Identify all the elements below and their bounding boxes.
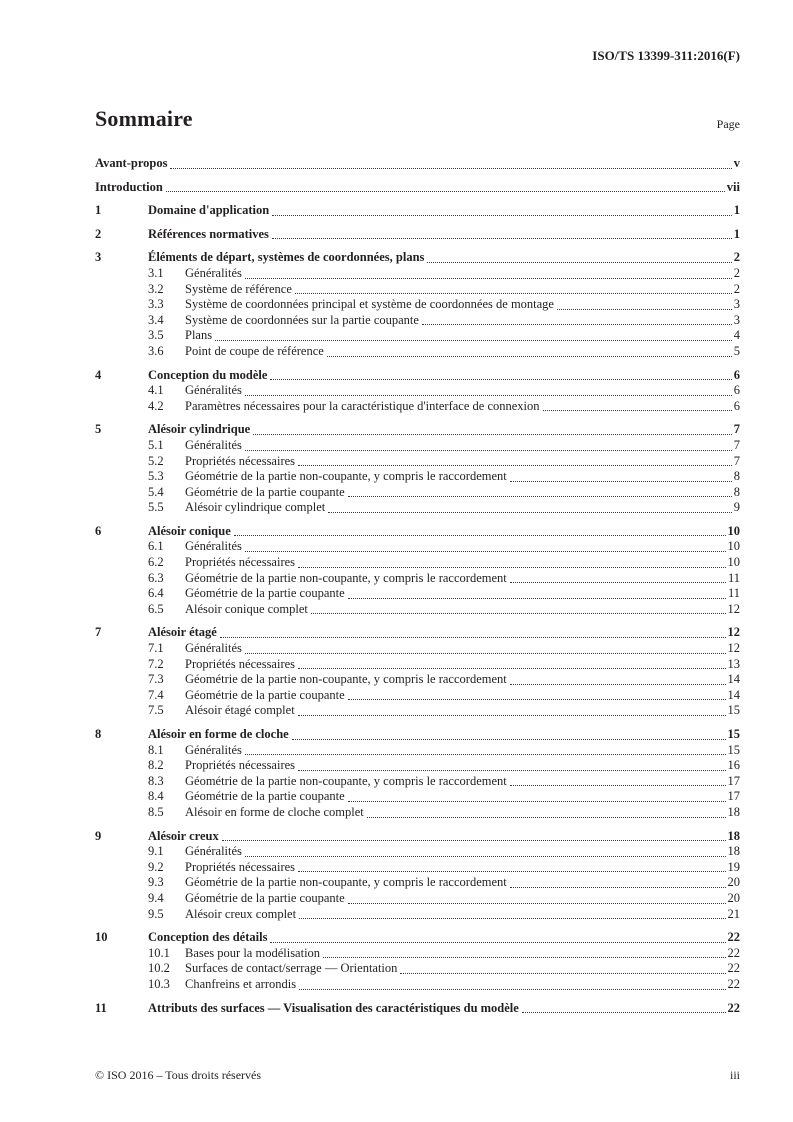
- toc-entry-page: 22: [727, 945, 740, 960]
- dot-leader: [298, 465, 732, 466]
- toc-entry: [95, 727, 740, 743]
- toc-entry-number: 6.2: [148, 555, 164, 570]
- dot-leader: [510, 887, 726, 888]
- dot-leader: [327, 356, 732, 357]
- dot-leader: [298, 567, 725, 568]
- toc-entry: [95, 282, 740, 298]
- dot-leader: [298, 770, 725, 771]
- dot-leader: [298, 668, 725, 669]
- toc-entry: [95, 789, 740, 805]
- toc-entry-page: 3: [733, 312, 740, 327]
- toc-entry-label: Géométrie de la partie coupante: [185, 687, 345, 702]
- toc-entry-label: Propriétés nécessaires: [185, 859, 296, 874]
- dot-leader: [299, 918, 725, 919]
- dot-leader: [292, 739, 726, 740]
- dot-leader: [272, 238, 732, 239]
- toc-entry-label: Surfaces de contact/serrage — Orientation: [185, 961, 398, 976]
- toc-entry-number: 10.2: [148, 961, 170, 976]
- toc-entry-label: Système de coordonnées principal et système de coordonnées de montage: [185, 297, 554, 312]
- dot-leader: [510, 582, 726, 583]
- toc-entry-number: 9.4: [148, 890, 164, 905]
- toc-entry: [95, 571, 740, 587]
- toc-entry-label: Géométrie de la partie non-coupante, y compris le raccordement: [185, 469, 507, 484]
- toc-title: Sommaire: [95, 106, 193, 131]
- dot-leader: [245, 450, 732, 451]
- page-column-label: Page: [716, 117, 740, 131]
- toc-entry-page: 20: [727, 890, 740, 905]
- toc-entry-number: 6.3: [148, 570, 164, 585]
- toc-entry-page: 2: [733, 281, 740, 296]
- toc-entry-page: 11: [727, 570, 740, 585]
- toc-entry-number: 5.1: [148, 437, 164, 452]
- toc-entry: [95, 454, 740, 470]
- toc-entry: [95, 313, 740, 329]
- toc-entry-number: 5.5: [148, 500, 164, 515]
- toc-entry-number: 7.5: [148, 703, 164, 718]
- toc-entry-label: Géométrie de la partie coupante: [185, 586, 345, 601]
- toc-entry: [95, 743, 740, 759]
- toc-entry-label: Généralités: [185, 265, 242, 280]
- toc-entry: [95, 586, 740, 602]
- toc-entry: [95, 524, 740, 540]
- toc-entry-label: Plans: [185, 328, 213, 343]
- dot-leader: [299, 989, 725, 990]
- toc-entry-label: Introduction: [95, 179, 163, 194]
- toc-entry: [95, 829, 740, 845]
- toc-entry-number: 6.1: [148, 539, 164, 554]
- toc-entry: [95, 946, 740, 962]
- toc-entry-page: 21: [727, 906, 740, 921]
- toc-entry-page: 18: [727, 828, 740, 843]
- toc-entry-page: vii: [726, 179, 740, 194]
- toc-entry-page: 3: [733, 297, 740, 312]
- toc-entry-number: 10: [95, 930, 108, 945]
- toc-entry-number: 10.1: [148, 945, 170, 960]
- dot-leader: [323, 957, 725, 958]
- toc-entry: [95, 399, 740, 415]
- toc-entry-page: 10: [727, 523, 740, 538]
- toc-entry: [95, 703, 740, 719]
- toc-entry-page: 8: [733, 469, 740, 484]
- toc-entry-label: Généralités: [185, 742, 242, 757]
- toc-entry: [95, 891, 740, 907]
- toc-entry: [95, 774, 740, 790]
- toc-sections: [95, 203, 740, 1016]
- dot-leader: [510, 684, 726, 685]
- toc-entry-page: 22: [727, 976, 740, 991]
- dot-leader: [245, 754, 726, 755]
- toc-entry-number: 11: [95, 1000, 107, 1015]
- toc-entry-number: 7.1: [148, 641, 164, 656]
- toc-entry-number: 6.5: [148, 601, 164, 616]
- toc-entry-page: 7: [733, 453, 740, 468]
- toc-entry-number: 8.3: [148, 773, 164, 788]
- toc-entry-label: Généralités: [185, 844, 242, 859]
- dot-leader: [328, 512, 732, 513]
- toc-entry-page: 11: [727, 586, 740, 601]
- dot-leader: [400, 973, 725, 974]
- toc-entry-page: 7: [733, 422, 740, 437]
- toc-entry: [95, 758, 740, 774]
- toc-entry: [95, 469, 740, 485]
- toc-entry-number: 5.4: [148, 484, 164, 499]
- toc-entry: [95, 500, 740, 516]
- toc-entry: [95, 625, 740, 641]
- toc-entry-page: 6: [733, 383, 740, 398]
- toc-entry-number: 8: [95, 727, 102, 741]
- toc-entry: [95, 328, 740, 344]
- toc-entry-page: 10: [727, 539, 740, 554]
- toc-entry-page: 18: [727, 804, 740, 819]
- toc-entry-label: Alésoir conique: [148, 523, 231, 538]
- document-reference: ISO/TS 13399-311:2016(F): [592, 48, 740, 63]
- toc-entry-page: v: [733, 156, 740, 170]
- toc-entry: [95, 344, 740, 360]
- toc-entry-page: 6: [733, 367, 740, 382]
- toc-entry-page: 19: [727, 859, 740, 874]
- toc-entry: [95, 156, 740, 172]
- dot-leader: [348, 801, 726, 802]
- toc-entry-label: Propriétés nécessaires: [185, 555, 296, 570]
- toc-entry-label: Système de coordonnées sur la partie coupante: [185, 312, 419, 327]
- dot-leader: [245, 278, 732, 279]
- toc-entry-page: 20: [727, 875, 740, 890]
- toc-entry: [95, 977, 740, 993]
- toc-entry-label: Conception des détails: [148, 930, 268, 945]
- dot-leader: [557, 309, 732, 310]
- toc-entry-page: 16: [727, 758, 740, 773]
- toc-entry: [95, 555, 740, 571]
- toc-entry-number: 8.1: [148, 742, 164, 757]
- dot-leader: [253, 434, 732, 435]
- page-number: iii: [729, 1068, 740, 1082]
- toc-entry-page: 22: [727, 1000, 740, 1015]
- toc-entry: [95, 657, 740, 673]
- dot-leader: [170, 168, 731, 169]
- toc-entry-label: Géométrie de la partie non-coupante, y compris le raccordement: [185, 570, 507, 585]
- toc-entry-page: 13: [727, 656, 740, 671]
- toc-entry-label: Géométrie de la partie coupante: [185, 484, 345, 499]
- toc-entry-label: Alésoir creux: [148, 828, 219, 843]
- toc-entry-label: Propriétés nécessaires: [185, 656, 296, 671]
- toc-entry-page: 14: [727, 672, 740, 687]
- toc-entry-label: Géométrie de la partie non-coupante, y compris le raccordement: [185, 773, 507, 788]
- toc-entry: [95, 203, 740, 219]
- toc-entry-page: 1: [733, 203, 740, 218]
- toc-entry-label: Références normatives: [148, 226, 269, 241]
- toc-entry: [95, 368, 740, 384]
- toc-entry-number: 7.3: [148, 672, 164, 687]
- toc-entry-page: 15: [727, 703, 740, 718]
- toc-entry: [95, 180, 740, 196]
- dot-leader: [543, 410, 732, 411]
- toc-entry-label: Conception du modèle: [148, 367, 268, 382]
- toc-entry-number: 1: [95, 203, 102, 218]
- toc-entry-number: 6.4: [148, 586, 164, 601]
- toc-entry-label: Propriétés nécessaires: [185, 453, 296, 468]
- toc-entry-number: 2: [95, 226, 102, 241]
- toc-entry-page: 15: [727, 727, 740, 741]
- toc-entry-label: Domaine d'application: [148, 203, 270, 218]
- toc-entry-label: Alésoir étagé complet: [185, 703, 295, 718]
- toc-entry: [95, 844, 740, 860]
- dot-leader: [510, 481, 732, 482]
- toc-entry-number: 6: [95, 523, 102, 538]
- toc-entry-number: 7.4: [148, 687, 164, 702]
- toc-header: [95, 106, 740, 132]
- toc-entry-page: 12: [727, 641, 740, 656]
- dot-leader: [348, 598, 726, 599]
- toc-entry-number: 3.3: [148, 297, 164, 312]
- toc-entry-label: Géométrie de la partie coupante: [185, 789, 345, 804]
- toc-entry: [95, 672, 740, 688]
- toc-entry-label: Système de référence: [185, 281, 292, 296]
- toc-entry-label: Alésoir creux complet: [185, 906, 297, 921]
- toc-entry-page: 22: [727, 930, 740, 945]
- toc-entry: [95, 297, 740, 313]
- dot-leader: [298, 871, 725, 872]
- toc-entry: [95, 539, 740, 555]
- toc-entry-number: 3.6: [148, 343, 164, 358]
- dot-leader: [427, 262, 731, 263]
- toc-entry-number: 3.5: [148, 328, 164, 343]
- toc-entry: [95, 438, 740, 454]
- toc-entry-page: 10: [727, 555, 740, 570]
- page-footer: [95, 1068, 740, 1083]
- dot-leader: [272, 215, 732, 216]
- toc-entry-number: 8.5: [148, 804, 164, 819]
- toc-entry-number: 5.3: [148, 469, 164, 484]
- toc-entry: [95, 875, 740, 891]
- toc-entry-label: Propriétés nécessaires: [185, 758, 296, 773]
- dot-leader: [295, 293, 732, 294]
- toc-entry-number: 4.2: [148, 398, 164, 413]
- toc-entry-page: 6: [733, 398, 740, 413]
- toc-entry-label: Alésoir cylindrique: [148, 422, 251, 437]
- toc-entry-number: 8.4: [148, 789, 164, 804]
- dot-leader: [311, 613, 726, 614]
- toc-entry: [95, 1001, 740, 1017]
- dot-leader: [270, 942, 725, 943]
- dot-leader: [166, 191, 725, 192]
- toc-entry: [95, 805, 740, 821]
- dot-leader: [510, 785, 726, 786]
- toc-entry-label: Alésoir conique complet: [185, 601, 308, 616]
- toc-entry-label: Point de coupe de référence: [185, 343, 324, 358]
- toc-entry-page: 9: [733, 500, 740, 515]
- toc-entry-number: 9.1: [148, 844, 164, 859]
- dot-leader: [245, 395, 732, 396]
- dot-leader: [367, 817, 726, 818]
- toc-entry-number: 3.1: [148, 265, 164, 280]
- toc-entry-number: 9.3: [148, 875, 164, 890]
- toc-entry: [95, 860, 740, 876]
- toc-entry-label: Attributs des surfaces — Visualisation des caractéristiques du modèle: [148, 1000, 519, 1015]
- toc-entry-number: 3: [95, 250, 102, 265]
- dot-leader: [215, 340, 732, 341]
- toc-entry-page: 2: [733, 250, 740, 265]
- toc-entry-page: 15: [727, 742, 740, 757]
- dot-leader: [348, 496, 732, 497]
- toc-entry-label: Bases pour la modélisation: [185, 945, 321, 960]
- toc-entry-number: 9: [95, 828, 102, 843]
- toc-entry-label: Généralités: [185, 383, 242, 398]
- toc-front-matter: [95, 156, 740, 195]
- toc-entry-number: 7: [95, 625, 102, 640]
- toc-entry-label: Géométrie de la partie non-coupante, y compris le raccordement: [185, 672, 507, 687]
- dot-leader: [298, 715, 726, 716]
- toc-entry: [95, 602, 740, 618]
- dot-leader: [270, 379, 731, 380]
- dot-leader: [348, 903, 726, 904]
- toc-entry-label: Alésoir étagé: [148, 625, 217, 640]
- toc-entry-label: Chanfreins et arrondis: [185, 976, 297, 991]
- toc-entry-number: 4.1: [148, 383, 164, 398]
- toc-entry-number: 8.2: [148, 758, 164, 773]
- toc-entry-number: 5.2: [148, 453, 164, 468]
- dot-leader: [422, 324, 732, 325]
- toc-entry: [95, 907, 740, 923]
- toc-entry: [95, 688, 740, 704]
- toc-entry-page: 2: [733, 265, 740, 280]
- toc-entry: [95, 641, 740, 657]
- toc-entry-page: 18: [727, 844, 740, 859]
- toc-entry-page: 17: [727, 789, 740, 804]
- toc-entry-page: 12: [727, 625, 740, 640]
- toc-entry-number: 3.4: [148, 312, 164, 327]
- toc-entry: [95, 422, 740, 438]
- toc-entry-label: Paramètres nécessaires pour la caractéristique d'interface de connexion: [185, 398, 540, 413]
- dot-leader: [234, 535, 726, 536]
- toc-entry-label: Alésoir cylindrique complet: [185, 500, 326, 515]
- dot-leader: [245, 856, 726, 857]
- toc-entry: [95, 930, 740, 946]
- toc-entry-number: 9.2: [148, 859, 164, 874]
- toc-entry-page: 4: [733, 328, 740, 343]
- dot-leader: [522, 1012, 726, 1013]
- dot-leader: [222, 840, 726, 841]
- toc-entry-number: 7.2: [148, 656, 164, 671]
- toc-entry-label: Géométrie de la partie coupante: [185, 890, 345, 905]
- toc-entry-number: 3.2: [148, 281, 164, 296]
- toc-entry: [95, 250, 740, 266]
- toc-entry-page: 14: [727, 687, 740, 702]
- toc-entry-label: Généralités: [185, 437, 242, 452]
- toc-entry-label: Alésoir en forme de cloche complet: [185, 804, 364, 819]
- toc-entry-number: 9.5: [148, 906, 164, 921]
- toc-entry-number: 10.3: [148, 976, 170, 991]
- toc-entry: [95, 383, 740, 399]
- dot-leader: [348, 699, 726, 700]
- toc-entry-label: Généralités: [185, 539, 242, 554]
- toc-entry: [95, 227, 740, 243]
- toc-entry: [95, 266, 740, 282]
- toc-entry-label: Alésoir en forme de cloche: [148, 727, 289, 741]
- toc-entry-label: Généralités: [185, 641, 242, 656]
- toc-entry-label: Avant-propos: [95, 156, 168, 170]
- toc-entry-label: Géométrie de la partie non-coupante, y compris le raccordement: [185, 875, 507, 890]
- toc-entry-page: 8: [733, 484, 740, 499]
- toc-entry-page: 22: [727, 961, 740, 976]
- toc-entry-number: 5: [95, 422, 102, 437]
- dot-leader: [245, 551, 726, 552]
- toc-entry-page: 1: [733, 226, 740, 241]
- toc-entry-page: 7: [733, 437, 740, 452]
- toc-entry-page: 12: [727, 601, 740, 616]
- copyright-notice: © ISO 2016 – Tous droits réservés: [95, 1068, 262, 1082]
- dot-leader: [245, 653, 726, 654]
- toc-entry-label: Éléments de départ, systèmes de coordonnées, plans: [148, 250, 425, 265]
- toc-entry-number: 4: [95, 367, 102, 382]
- toc-entry: [95, 485, 740, 501]
- toc-entry-page: 17: [727, 773, 740, 788]
- toc-entry: [95, 961, 740, 977]
- toc-entry-page: 5: [733, 343, 740, 358]
- dot-leader: [220, 637, 726, 638]
